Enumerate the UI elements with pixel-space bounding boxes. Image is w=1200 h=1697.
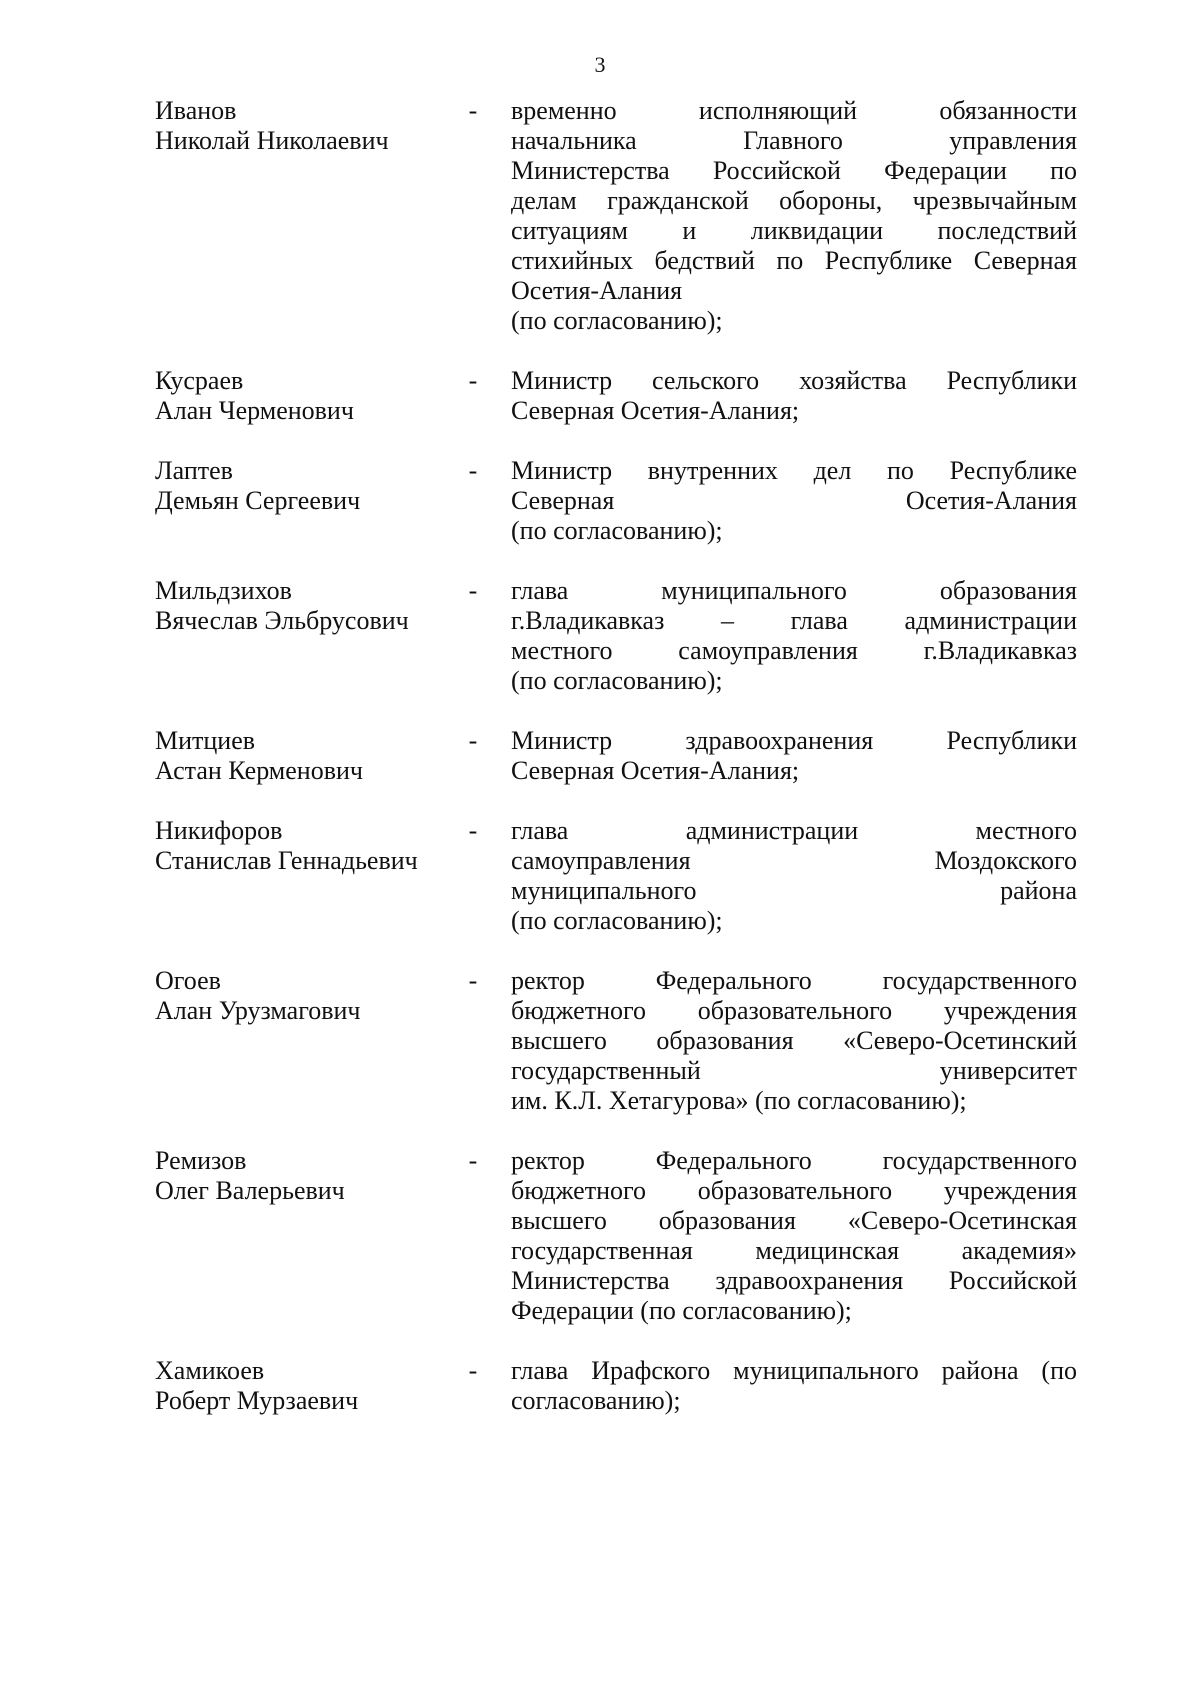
position-line: (по согласованию); bbox=[511, 906, 723, 935]
member-name bbox=[155, 366, 455, 426]
member-name bbox=[155, 816, 455, 876]
position-line: бюджетного образовательного учреждения bbox=[511, 1176, 1077, 1205]
separator-dash: - bbox=[468, 456, 478, 485]
member-name bbox=[155, 576, 455, 636]
member-given-names: Олег Валерьевич bbox=[155, 1176, 345, 1205]
member-surname: Лаптев bbox=[155, 456, 233, 485]
position-line: Министр здравоохранения Республики bbox=[511, 726, 1077, 755]
position-line: Министерства Российской Федерации по bbox=[511, 156, 1077, 185]
position-line: местного самоуправления г.Владикавказ bbox=[511, 636, 1077, 665]
position-line: согласованию); bbox=[511, 1386, 681, 1415]
position-word: Осетия-Алания bbox=[905, 486, 1077, 515]
member-surname: Иванов bbox=[155, 96, 237, 125]
member-given-names: Алан Черменович bbox=[155, 396, 354, 425]
position-word: государственный bbox=[511, 1056, 701, 1085]
position-line: временно исполняющий обязанности bbox=[511, 96, 1077, 125]
position-word: университет bbox=[939, 1056, 1077, 1085]
position-word: района bbox=[1000, 876, 1077, 905]
position-line: (по согласованию); bbox=[511, 306, 723, 335]
separator-dash: - bbox=[468, 1146, 478, 1175]
member-surname: Ремизов bbox=[155, 1146, 247, 1175]
member-position bbox=[511, 96, 1077, 336]
member-given-names: Астан Керменович bbox=[155, 756, 363, 785]
position-word: Северная bbox=[511, 486, 615, 515]
separator-dash: - bbox=[468, 1356, 478, 1385]
position-line: (по согласованию); bbox=[511, 666, 723, 695]
member-name bbox=[155, 456, 455, 516]
position-line: Северная Осетия-Алания; bbox=[511, 396, 800, 425]
member-name bbox=[155, 726, 455, 786]
member-given-names: Вячеслав Эльбрусович bbox=[155, 606, 409, 635]
position-line: Федерации (по согласованию); bbox=[511, 1296, 852, 1325]
position-line: стихийных бедствий по Республике Северная bbox=[511, 246, 1077, 275]
position-line: государственная медицинская академия» bbox=[511, 1236, 1077, 1265]
member-name bbox=[155, 96, 455, 156]
position-line: Северная Осетия-Алания; bbox=[511, 756, 800, 785]
member-position bbox=[511, 726, 1077, 786]
member-given-names: Станислав Геннадьевич bbox=[155, 846, 418, 875]
position-line: (по согласованию); bbox=[511, 516, 723, 545]
separator-dash: - bbox=[468, 366, 478, 395]
position-line: глава Ирафского муниципального района (по bbox=[511, 1356, 1077, 1385]
member-position bbox=[511, 816, 1077, 936]
position-line: Министр сельского хозяйства Республики bbox=[511, 366, 1077, 395]
position-word: Моздокского bbox=[934, 846, 1077, 875]
member-position bbox=[511, 456, 1077, 546]
member-given-names: Роберт Мурзаевич bbox=[155, 1386, 359, 1415]
position-line: Осетия-Алания bbox=[511, 276, 683, 305]
member-given-names: Демьян Сергеевич bbox=[155, 486, 361, 515]
member-surname: Огоев bbox=[155, 966, 221, 995]
separator-dash: - bbox=[468, 726, 478, 755]
position-line: глава муниципального образования bbox=[511, 576, 1077, 605]
member-name bbox=[155, 1146, 455, 1206]
member-position bbox=[511, 1146, 1077, 1326]
position-line bbox=[511, 486, 1077, 516]
position-line bbox=[511, 846, 1077, 876]
member-surname: Митциев bbox=[155, 726, 256, 755]
member-name bbox=[155, 966, 455, 1026]
position-line: глава администрации местного bbox=[511, 816, 1077, 845]
position-line: делам гражданской обороны, чрезвычайным bbox=[511, 186, 1077, 215]
member-given-names: Алан Урузмагович bbox=[155, 996, 361, 1025]
position-word: муниципального bbox=[511, 876, 697, 905]
position-line: ситуациям и ликвидации последствий bbox=[511, 216, 1077, 245]
page-number: 3 bbox=[594, 52, 606, 77]
member-surname: Никифоров bbox=[155, 816, 283, 845]
member-surname: Кусраев bbox=[155, 366, 244, 395]
member-position bbox=[511, 576, 1077, 696]
member-position bbox=[511, 366, 1077, 426]
position-line: Министерства здравоохранения Российской bbox=[511, 1266, 1077, 1295]
separator-dash: - bbox=[468, 816, 478, 845]
separator-dash: - bbox=[468, 576, 478, 605]
member-position bbox=[511, 966, 1077, 1116]
separator-dash: - bbox=[468, 966, 478, 995]
position-line bbox=[511, 876, 1077, 906]
position-line: ректор Федерального государственного bbox=[511, 1146, 1077, 1175]
position-line: высшего образования «Северо-Осетинский bbox=[511, 1026, 1077, 1055]
member-surname: Хамикоев bbox=[155, 1356, 265, 1385]
position-line: высшего образования «Северо-Осетинская bbox=[511, 1206, 1077, 1235]
position-line: начальника Главного управления bbox=[511, 126, 1077, 155]
member-name bbox=[155, 1356, 455, 1416]
position-word: самоуправления bbox=[511, 846, 691, 875]
member-surname: Мильдзихов bbox=[155, 576, 292, 605]
position-line: им. К.Л. Хетагурова» (по согласованию); bbox=[511, 1086, 967, 1115]
separator-dash: - bbox=[468, 96, 478, 125]
position-line: бюджетного образовательного учреждения bbox=[511, 996, 1077, 1025]
member-position bbox=[511, 1356, 1077, 1416]
member-given-names: Николай Николаевич bbox=[155, 126, 389, 155]
position-line bbox=[511, 1056, 1077, 1086]
position-line: ректор Федерального государственного bbox=[511, 966, 1077, 995]
position-line: г.Владикавказ – глава администрации bbox=[511, 606, 1077, 635]
position-line: Министр внутренних дел по Республике bbox=[511, 456, 1077, 485]
